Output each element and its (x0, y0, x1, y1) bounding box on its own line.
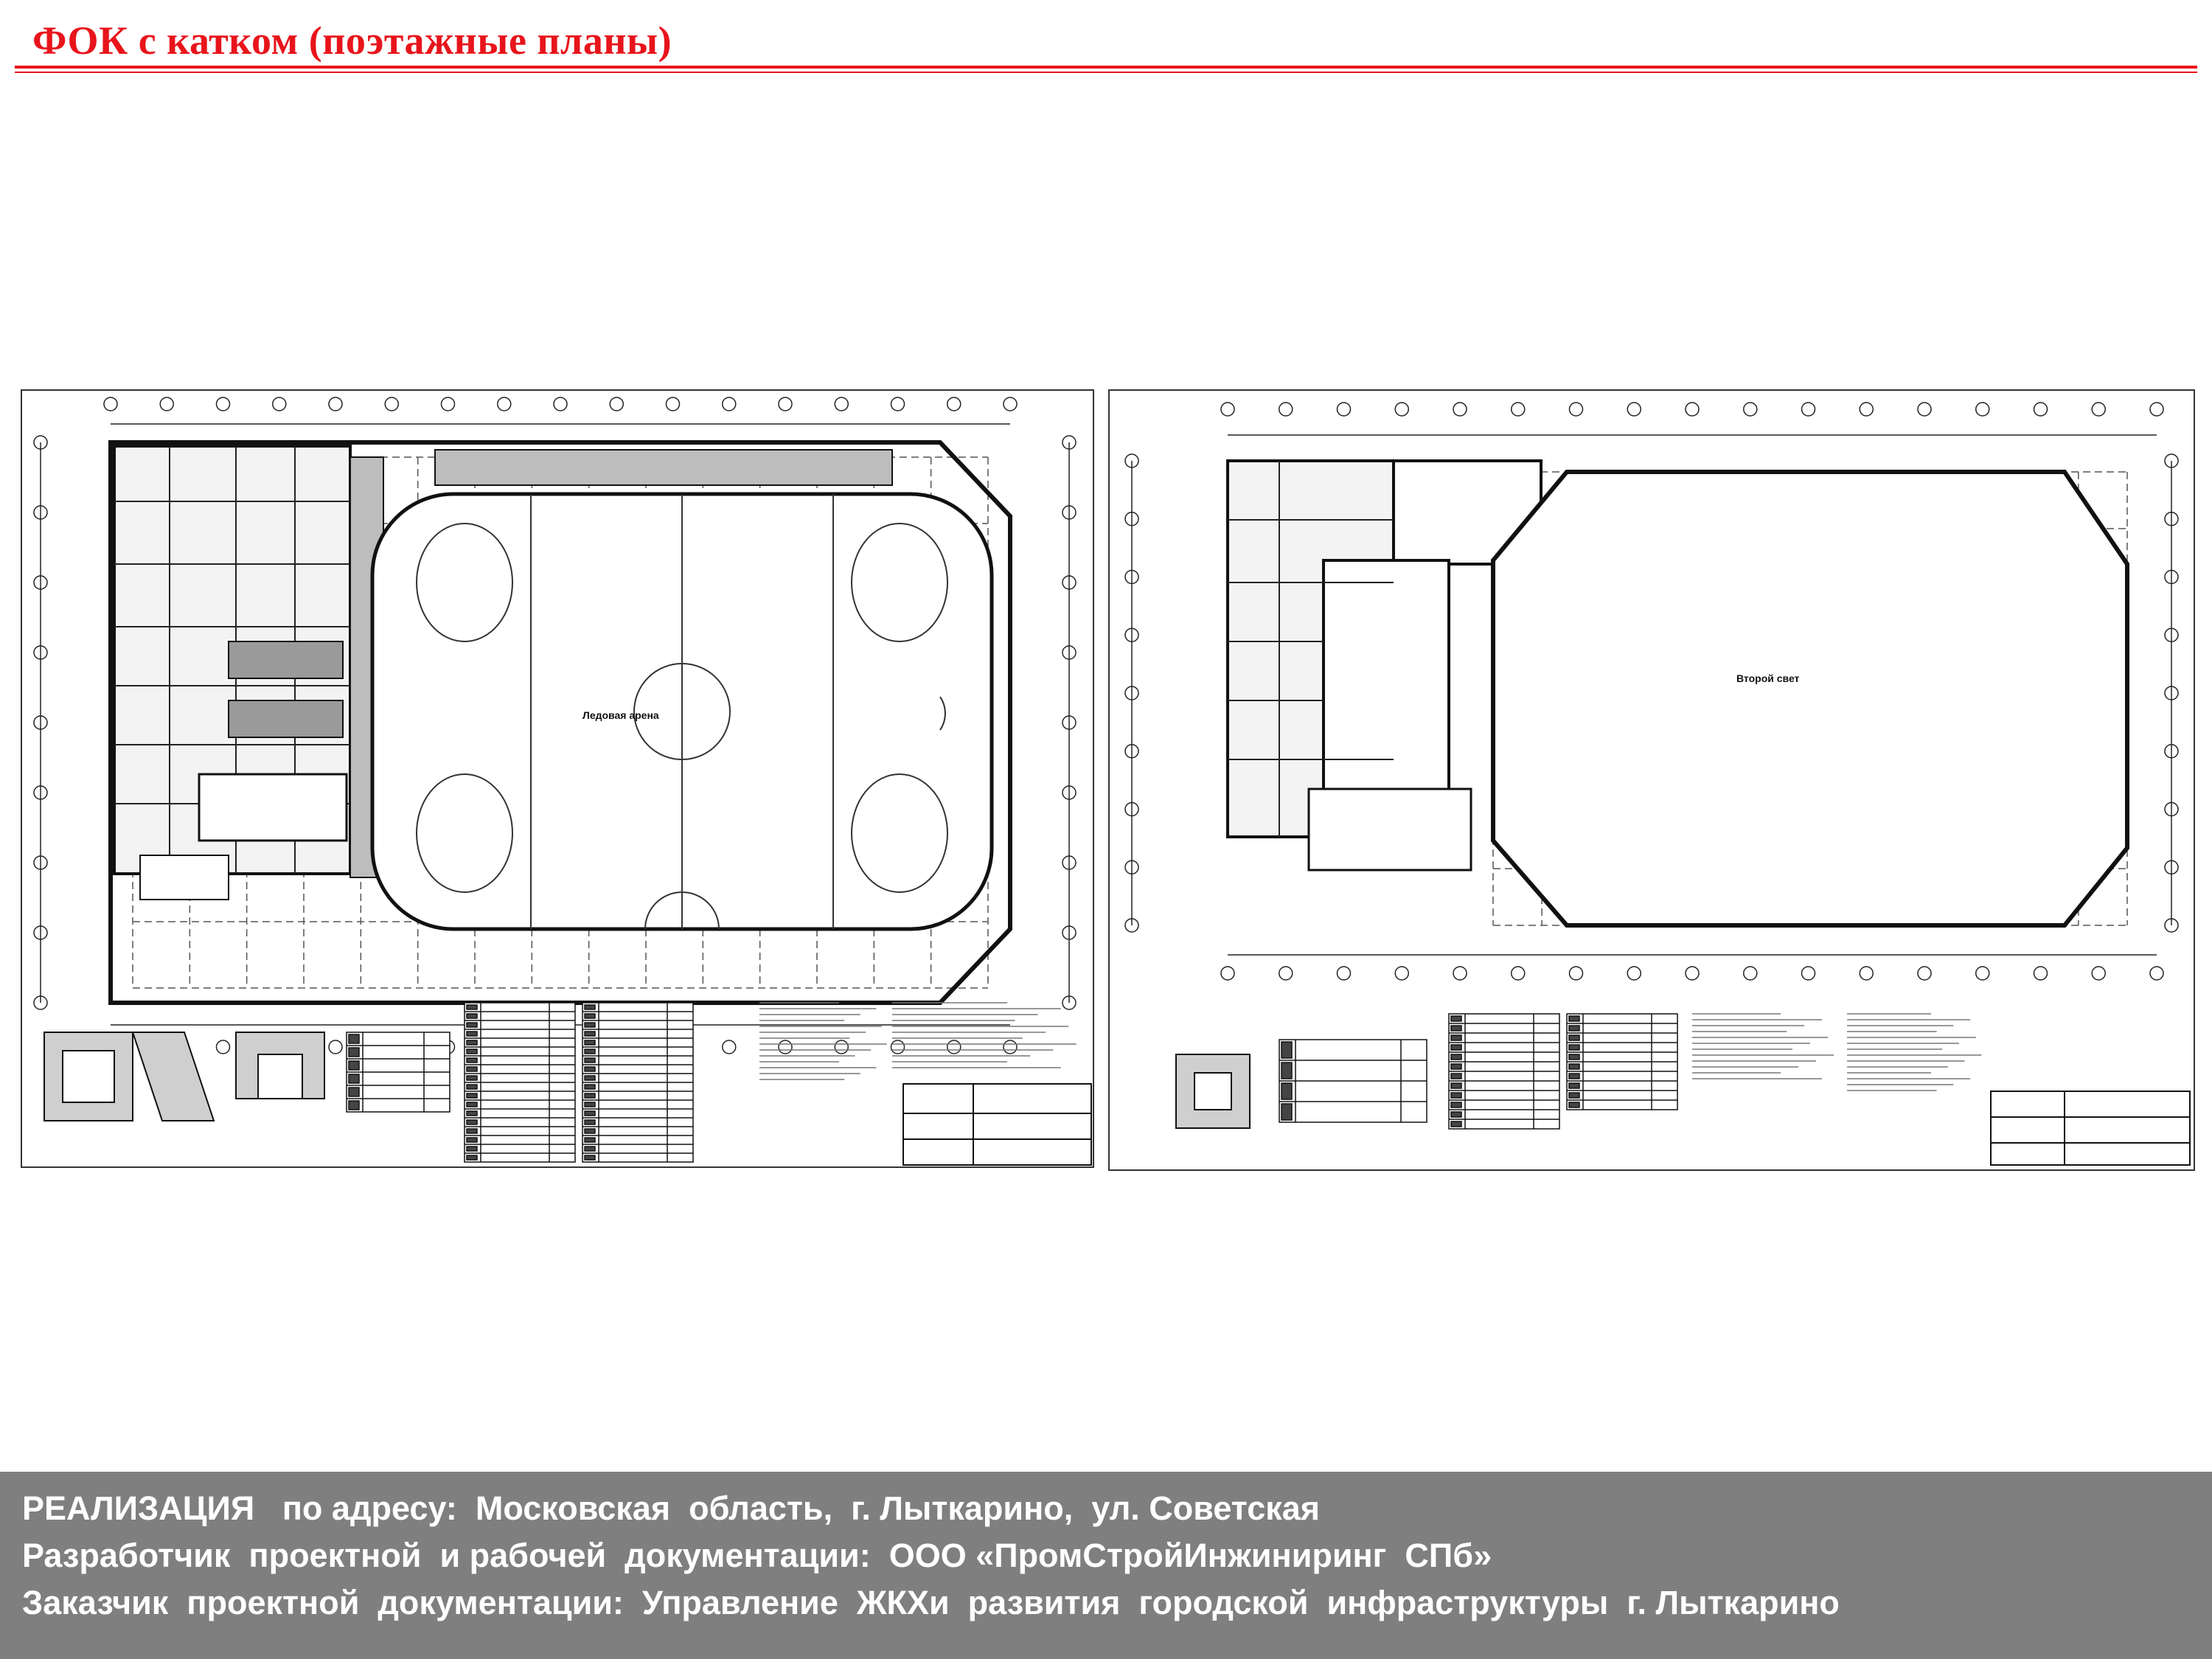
footer-info-bar (0, 1472, 2212, 1659)
floor-plan-sheet-2 (1108, 389, 2195, 1171)
title-underline (15, 66, 2197, 69)
footer-developer: Разработчик проектной и рабочей документации: ООО «ПромСтройИнжиниринг СПб» (22, 1537, 1492, 1574)
floor-plan-drawing-1 (22, 391, 1093, 1166)
page-title: ФОК с катком (поэтажные планы) (32, 18, 672, 63)
floor-plan-sheet-1 (21, 389, 1094, 1168)
rink-label: Ледовая арена (582, 709, 659, 721)
title-underline-thin (15, 72, 2197, 73)
footer-address: РЕАЛИЗАЦИЯ по адресу: Московская область, г. Лыткарино, ул. Советская (22, 1489, 1321, 1527)
hall-label: Второй свет (1736, 672, 1800, 684)
floor-plan-drawing-2 (1110, 391, 2194, 1169)
footer-customer: Заказчик проектной документации: Управление ЖКХи развития городской инфраструктуры г. Лыткарино (22, 1584, 1840, 1621)
